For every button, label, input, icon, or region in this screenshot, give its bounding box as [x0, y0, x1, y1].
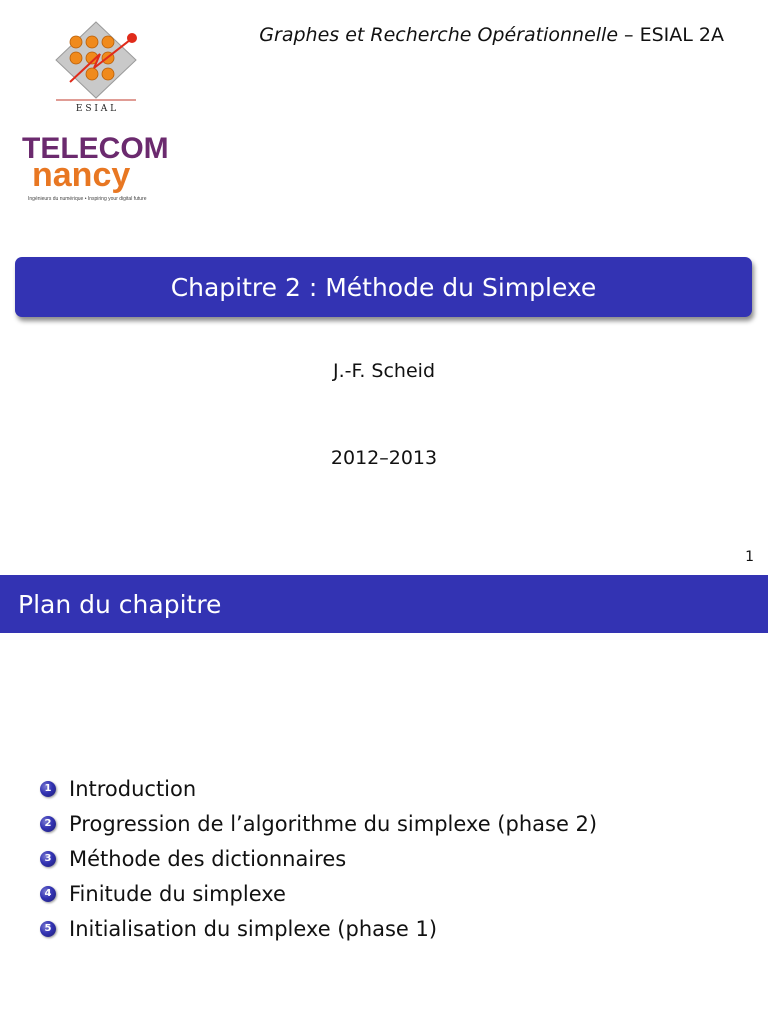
toc-item[interactable] [40, 841, 597, 876]
course-title: Graphes et Recherche Opérationnelle [259, 24, 619, 46]
toc-item-label: Méthode des dictionnaires [69, 846, 347, 871]
toc-item[interactable] [40, 806, 597, 841]
course-separator: – [618, 24, 640, 46]
outline-slide [0, 575, 768, 1024]
toc-item[interactable] [40, 911, 597, 946]
numbered-ball-icon: 3 [40, 851, 56, 867]
chapter-title: Chapitre 2 : Méthode du Simplexe [170, 272, 597, 302]
toc-item[interactable] [40, 876, 597, 911]
numbered-ball-icon: 2 [40, 816, 56, 832]
telecom-logo-top: TELECOM [22, 132, 169, 165]
telecom-nancy-logo [22, 128, 182, 204]
esial-logo-text: E S I A L [75, 104, 117, 114]
author: J.-F. Scheid [332, 360, 436, 382]
toc-item-label: Introduction [69, 776, 197, 801]
telecom-logo-tagline: Ingénieurs du numérique • Inspiring your digital future [28, 196, 147, 202]
numbered-ball-icon: 1 [40, 781, 56, 797]
year: 2012–2013 [330, 447, 438, 469]
toc-item[interactable] [40, 771, 597, 806]
frame-title-bar [0, 575, 768, 633]
course-school: ESIAL 2A [639, 24, 724, 46]
course-header [259, 24, 724, 46]
toc-item-label: Progression de l’algorithme du simplexe (phase 2) [69, 811, 598, 836]
toc-item-label: Initialisation du simplexe (phase 1) [69, 916, 438, 941]
chapter-title-box [15, 257, 752, 317]
toc-item-label: Finitude du simplexe [69, 881, 286, 906]
numbered-ball-icon: 4 [40, 886, 56, 902]
table-of-contents [40, 771, 597, 946]
frame-title: Plan du chapitre [18, 589, 222, 619]
numbered-ball-icon: 5 [40, 921, 56, 937]
telecom-logo-bottom: nancy [32, 156, 131, 194]
page-number: 1 [745, 549, 754, 565]
esial-logo [50, 20, 142, 114]
